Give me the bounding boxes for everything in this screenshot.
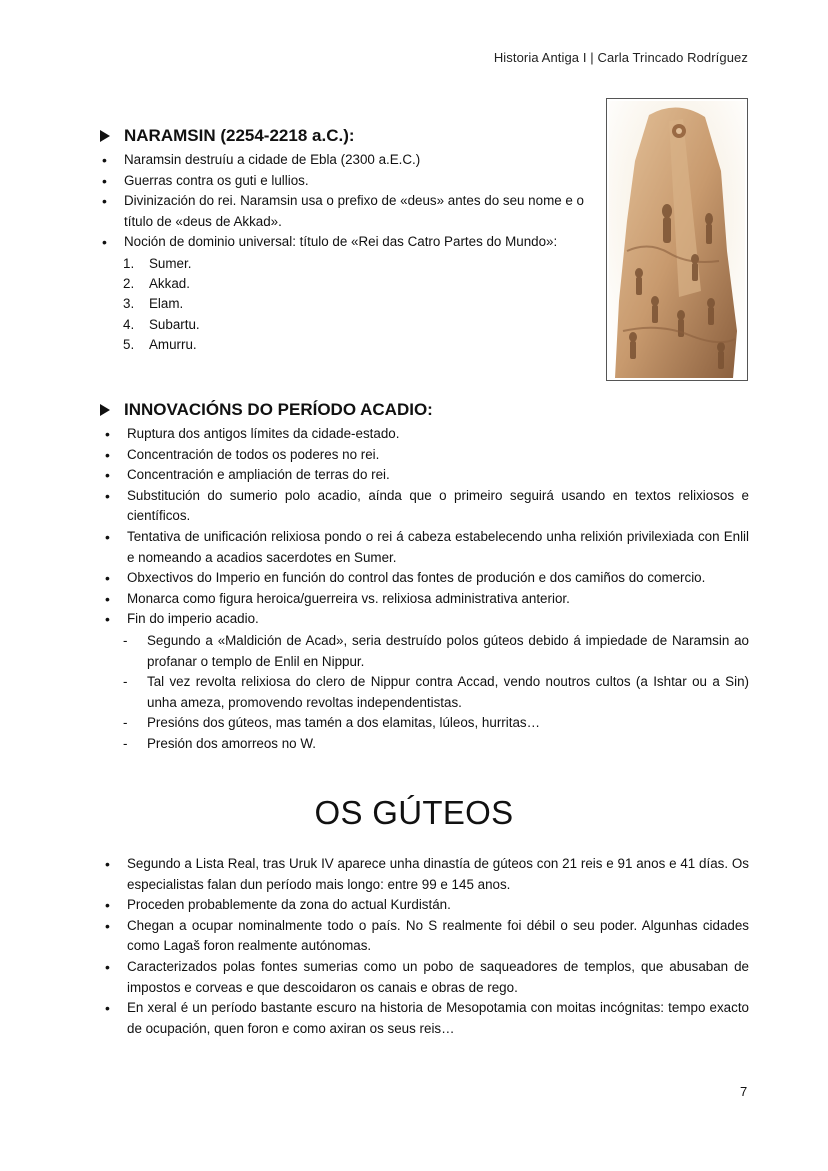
- list-item: • Caracterizados polas fontes sumerias como un pobo de saqueadores de templos, que abusaban de impostos e corveas e que descoidaron os canais e obras de rego.: [103, 957, 749, 998]
- section-title-innovations: INNOVACIÓNS DO PERÍODO ACADIO:: [124, 400, 433, 419]
- section-title-guteos: OS GÚTEOS: [314, 794, 514, 831]
- list-item: 2. Akkad.: [123, 276, 190, 292]
- naramsin-list: [100, 150, 596, 253]
- list-item: 1. Sumer.: [123, 256, 192, 271]
- fin-imperio-list: [121, 631, 749, 755]
- list-item: • Substitución do sumerio polo acadio, aínda que o primeiro seguirá usando en textos relixiosos e científicos.: [103, 486, 749, 527]
- naramsin-stela-image: [606, 98, 748, 381]
- list-item: - Segundo a «Maldición de Acad», seria destruído polos gúteos debido á impiedade de Naramsin ao profanar o templo de Enlil en Nippur.: [121, 631, 749, 672]
- section-heading-innovations: [100, 400, 433, 420]
- section-title-naramsin: NARAMSIN (2254-2218 a.C.):: [124, 126, 355, 145]
- list-item: 3. Elam.: [123, 296, 184, 312]
- list-item: • Divinización do rei. Naramsin usa o prefixo de «deus» antes do seu nome e o título de «deus de Akkad».: [100, 191, 596, 232]
- page-header: Historia Antiga I | Carla Trincado Rodríguez: [493, 50, 748, 65]
- list-item: • Segundo a Lista Real, tras Uruk IV aparece unha dinastía de gúteos con 21 reis e 91 anos e 41 días. Os especialistas falan dun período mais longo: entre 99 e 145 anos.: [103, 854, 749, 895]
- list-item: • Noción de dominio universal: título de «Rei das Catro Partes do Mundo»:: [100, 232, 644, 253]
- list-item: • Guerras contra os guti e lullios.: [100, 171, 596, 192]
- list-item: • En xeral é un período bastante escuro na historia de Mesopotamia con moitas incógnitas: tempo exacto de ocupación, quen foron e como axiran os seus reis…: [103, 998, 749, 1039]
- guteos-list: [103, 854, 749, 1039]
- arrow-bullet-icon: [100, 404, 110, 416]
- innovations-list: [103, 424, 749, 630]
- list-item: • Concentración de todos os poderes no rei.: [103, 445, 749, 466]
- list-item: • Proceden probablemente da zona do actual Kurdistán.: [103, 895, 749, 916]
- stela-illustration: [609, 101, 745, 378]
- list-item: • Fin do imperio acadio.: [103, 609, 749, 630]
- list-item: • Concentración e ampliación de terras do rei.: [103, 465, 749, 486]
- list-item: • Tentativa de unificación relixiosa pondo o rei á cabeza estabelecendo unha relixión privilexiada con Enlil e nomeando a acadios sacerdotes en Sumer.: [103, 527, 749, 568]
- list-item: • Chegan a ocupar nominalmente todo o país. No S realmente foi débil o seu poder. Algunhas cidades como Lagaš foron realmente autónomas.: [103, 916, 749, 957]
- list-item: • Monarca como figura heroica/guerreira vs. relixiosa administrativa anterior.: [103, 589, 749, 610]
- list-item: • Naramsin destruíu a cidade de Ebla (2300 a.E.C.): [100, 150, 596, 171]
- list-item: 5. Amurru.: [123, 336, 197, 352]
- list-item: • Ruptura dos antigos límites da cidade-estado.: [103, 424, 749, 445]
- section-heading-naramsin: [100, 126, 355, 146]
- four-parts-list: [123, 254, 200, 355]
- page-number: 7: [740, 1084, 748, 1099]
- list-item: - Presións dos gúteos, mas tamén a dos elamitas, lúleos, hurritas…: [121, 713, 749, 734]
- list-item: - Presión dos amorreos no W.: [121, 734, 749, 755]
- list-item: 4. Subartu.: [123, 316, 200, 332]
- arrow-bullet-icon: [100, 130, 110, 142]
- list-item: - Tal vez revolta relixiosa do clero de Nippur contra Accad, vendo noutros cultos (a Ishtar ou a Sin) unha ameza, promovendo revoltas independentistas.: [121, 672, 749, 713]
- list-item: • Obxectivos do Imperio en función do control das fontes de produción e dos camiños do comercio.: [103, 568, 749, 589]
